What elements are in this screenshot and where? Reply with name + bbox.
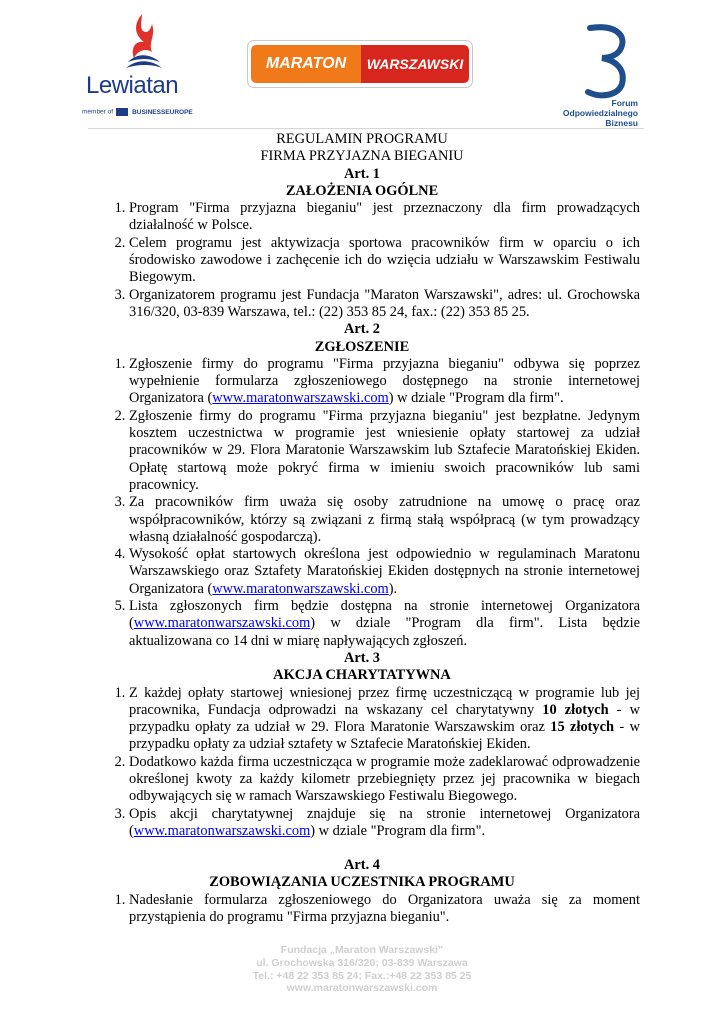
amount-15: 15 złotych <box>550 719 615 736</box>
amount-10: 10 złotych <box>542 701 609 718</box>
list-item: 1. Program "Firma przyjazna bieganiu" jest przeznaczony dla firm prowadzących działalność w Polsce. <box>129 200 640 235</box>
item-text: - w przypadku opłaty za udział sztafety w Sztafecie Maratońskiej Ekiden. <box>129 719 640 753</box>
list-item: 3. Za pracowników firm uważa się osoby zatrudnione na umowę o pracę oraz współpracowników, którzy są związani z firmą stałą współpracą (w tym prowadzący własną działalność gospodarczą). <box>129 494 640 546</box>
website-link[interactable]: www.maratonwarszawski.com <box>133 822 311 839</box>
list-item: 2. Zgłoszenie firmy do programu "Firma przyjazna bieganiu" jest bezpłatne. Jedynym kosztem uczestnictwa w programie jest wniesienie opłaty startowej za udział pracowników w 29. Flora Maratonie Warszawskim lub Sztafecie Maratońskiej Ekiden. Opłatę startową może pokryć firma w imieniu swoich pracowników lub sami pracownicy. <box>129 408 640 494</box>
art3-list <box>84 685 640 841</box>
lewiatan-wordmark: Lewiatan <box>86 72 179 99</box>
lewiatan-logo <box>82 10 202 125</box>
maraton-logo-right: WARSZAWSKI <box>361 45 469 83</box>
item-text: ) w dziale "Program dla firm". Lista będzie aktualizowana co 14 dni w miarę napływających zgłoszeń. <box>129 615 640 649</box>
page-footer <box>0 944 724 995</box>
doc-title-line2: FIRMA PRZYJAZNA BIEGANIU <box>260 148 464 165</box>
list-item: 2. Dodatkowo każda firma uczestnicząca w programie może zadeklarować odprowadzenie określonej kwoty za każdy kilometr przebiegnięty przez jej pracownika w biegach odbywających się w ramach Warszawskiego Festiwalu Biegowego. <box>129 754 640 806</box>
lewiatan-member-line <box>82 108 193 116</box>
website-link[interactable]: www.maratonwarszawski.com <box>212 390 389 407</box>
list-item <box>129 598 640 650</box>
art3-title: AKCJA CHARYTATYWNA <box>273 667 451 684</box>
art3-heading: Art. 3 <box>344 649 380 666</box>
website-link[interactable]: www.maratonwarszawski.com <box>212 580 389 597</box>
page-header <box>0 0 724 132</box>
list-item <box>129 546 640 598</box>
footer-line2: ul. Grochowska 316/320; 03-839 Warszawa <box>256 956 468 969</box>
art1-title: ZAŁOŻENIA OGÓLNE <box>285 182 439 199</box>
item-text: Wysokość opłat startowych określona jest odpowiednio w regulaminach Maratonu Warszawskiego oraz Sztafety Maratońskiej Ekiden dostępnych na stronie internetowej Organizatora ( <box>129 546 640 597</box>
item-text: ). <box>388 580 398 597</box>
art1-heading: Art. 1 <box>344 165 380 182</box>
item-text: Lista zgłoszonych firm będzie dostępna na stronie internetowej Organizatora ( <box>129 598 640 632</box>
list-item: 2. Celem programu jest aktywizacja sportowa pracowników firm w oparciu o ich środowisko zawodowe i zachęcenie ich do wzięcia udziału w Warszawskim Festiwalu Biegowym. <box>129 235 640 287</box>
forum-line2: Odpowiedzialnego <box>562 108 638 118</box>
eu-flag-icon <box>116 108 128 116</box>
art2-title: ZGŁOSZENIE <box>314 338 410 355</box>
lewiatan-flame-icon <box>122 12 164 72</box>
art4-heading: Art. 4 <box>344 857 380 874</box>
item-text: ) w dziale "Program dla firm". <box>388 390 564 407</box>
maraton-warszawski-logo <box>247 40 475 90</box>
item-text: Zgłoszenie firmy do programu "Firma przyjazna bieganiu" odbywa się poprzez wypełnienie formularza zgłoszeniowego dostępnego na stronie internetowej Organizatora ( <box>129 355 640 407</box>
footer-line3: Tel.: +48 22 353 85 24; Fax.:+48 22 353 85 25 <box>252 969 472 982</box>
forum-text <box>518 98 638 128</box>
regulation-document <box>84 131 640 926</box>
list-item <box>129 356 640 408</box>
doc-title-line1: REGULAMIN PROGRAMU <box>276 131 448 147</box>
forum-mark-icon <box>580 22 632 100</box>
art2-list <box>84 356 640 650</box>
business-europe-text: BUSINESSEUROPE <box>132 108 193 116</box>
forum-line1: Forum <box>611 98 638 108</box>
section-spacer <box>84 840 640 857</box>
footer-website: www.maratonwarszawski.com <box>286 982 438 995</box>
list-item: 3. Organizatorem programu jest Fundacja "Maraton Warszawski", adres: ul. Grochowska 316/320, 03-839 Warszawa, tel.: (22) 353 85 24, fax.: (22) 353 85 25. <box>129 287 640 322</box>
list-item <box>129 806 640 841</box>
member-of-text: member of <box>82 108 114 116</box>
footer-line1: Fundacja „Maraton Warszawski” <box>280 944 444 956</box>
item-text: ) w dziale "Program dla firm". <box>310 822 486 839</box>
art2-heading: Art. 2 <box>344 321 380 338</box>
art1-list <box>84 200 640 321</box>
art4-title: ZOBOWIĄZANIA UCZESTNIKA PROGRAMU <box>209 874 515 891</box>
list-item <box>129 685 640 754</box>
website-link[interactable]: www.maratonwarszawski.com <box>133 615 311 632</box>
maraton-logo-frame <box>247 40 473 88</box>
list-item: 1. Nadesłanie formularza zgłoszeniowego do Organizatora uważa się za moment przystąpienia do programu "Firma przyjazna bieganiu". <box>129 892 640 927</box>
forum-line3: Biznesu <box>605 118 638 128</box>
art4-list <box>84 892 640 927</box>
item-text: Z każdej opłaty startowej wniesionej przez firmę uczestniczącą w programie lub jej pracownika, Fundacja odprowadzi na wskazany cel charytatywny <box>129 684 640 718</box>
maraton-logo-left: MARATON <box>251 45 361 83</box>
item-text: Opis akcji charytatywnej znajduje się na stronie internetowej Organizatora ( <box>129 805 640 839</box>
forum-odpowiedzialnego-biznesu-logo <box>518 22 648 127</box>
item-text: - w przypadku opłaty za udział w 29. Flora Maratonie Warszawskim oraz <box>129 701 640 736</box>
header-divider <box>88 128 644 129</box>
